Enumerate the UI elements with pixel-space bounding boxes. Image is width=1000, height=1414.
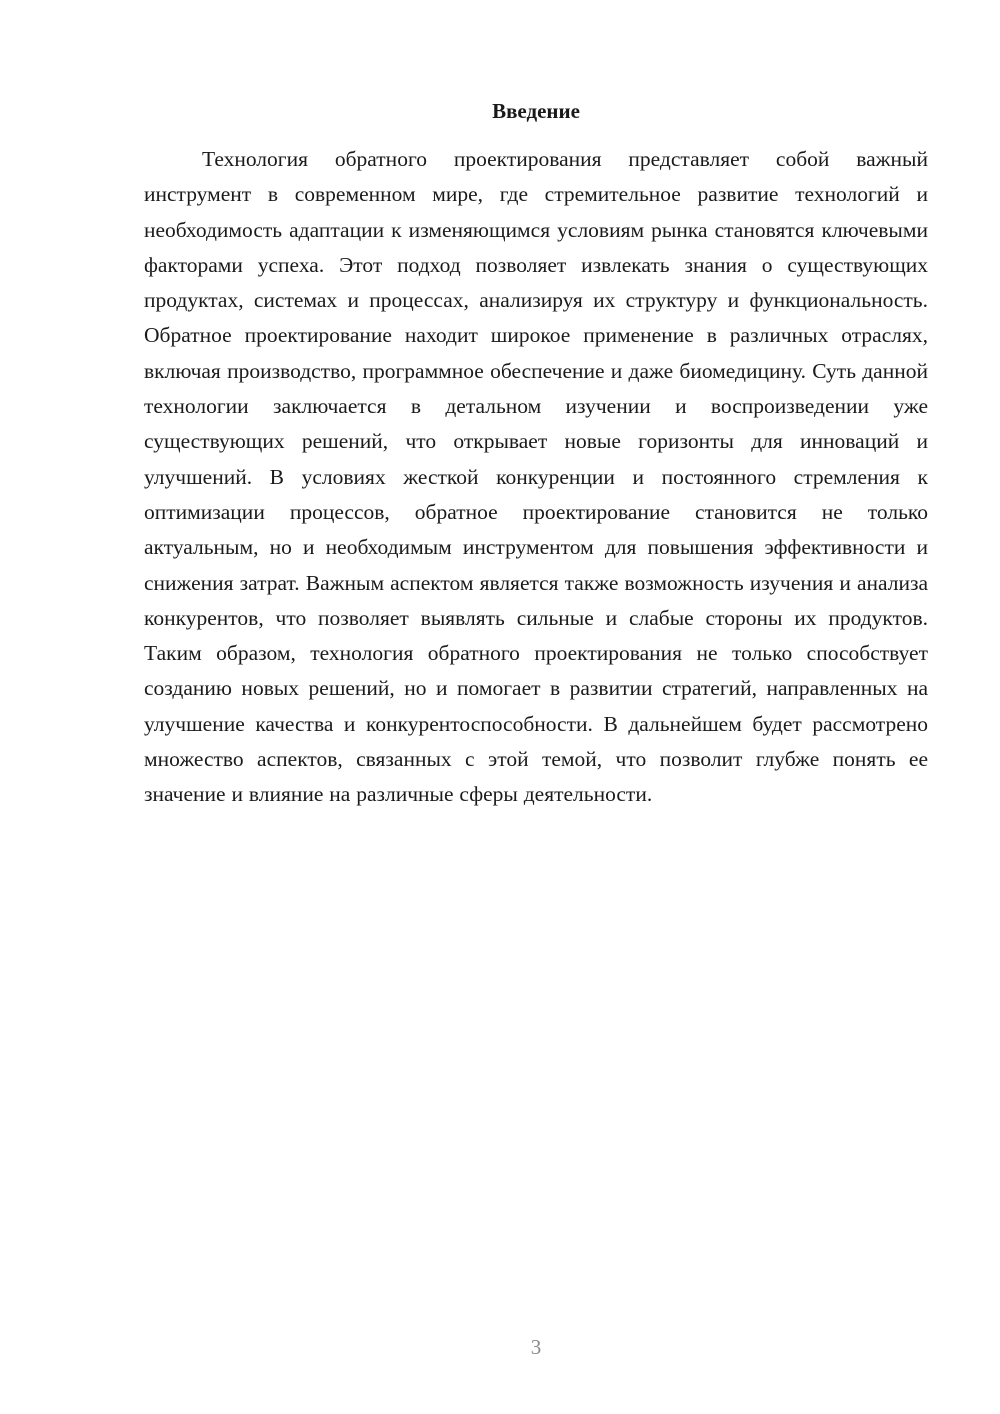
- page-number: 3: [530, 1335, 542, 1359]
- body-paragraph: Технология обратного проектирования представляет собой важный инструмент в современном мире, где стремительное развитие технологий и необходимость адаптации к изменяющимся условиям рынка становятся ключевыми факторами успеха. Этот подход позволяет извлекать знания о существующих продуктах, системах и процессах, анализируя их структуру и функциональность. Обратное проектирование находит широкое применение в различных отраслях, включая производство, программное обеспечение и даже биомедицину. Суть данной технологии заключается в детальном изучении и воспроизведении уже существующих решений, что открывает новые горизонты для инноваций и улучшений. В условиях жесткой конкуренции и постоянного стремления к оптимизации процессов, обратное проектирование становится не только актуальным, но и необходимым инструментом для повышения эффективности и снижения затрат. Важным аспектом является также возможность изучения и анализа конкурентов, что позволяет выявлять сильные и слабые стороны их продуктов. Таким образом, технология обратного проектирования не только способствует созданию новых решений, но и помогает в развитии стратегий, направленных на улучшение качества и конкурентоспособности. В дальнейшем будет рассмотрено множество аспектов, связанных с этой темой, что позволит глубже понять ее значение и влияние на различные сферы деятельности.: [144, 147, 928, 807]
- section-heading: Введение: [492, 99, 580, 123]
